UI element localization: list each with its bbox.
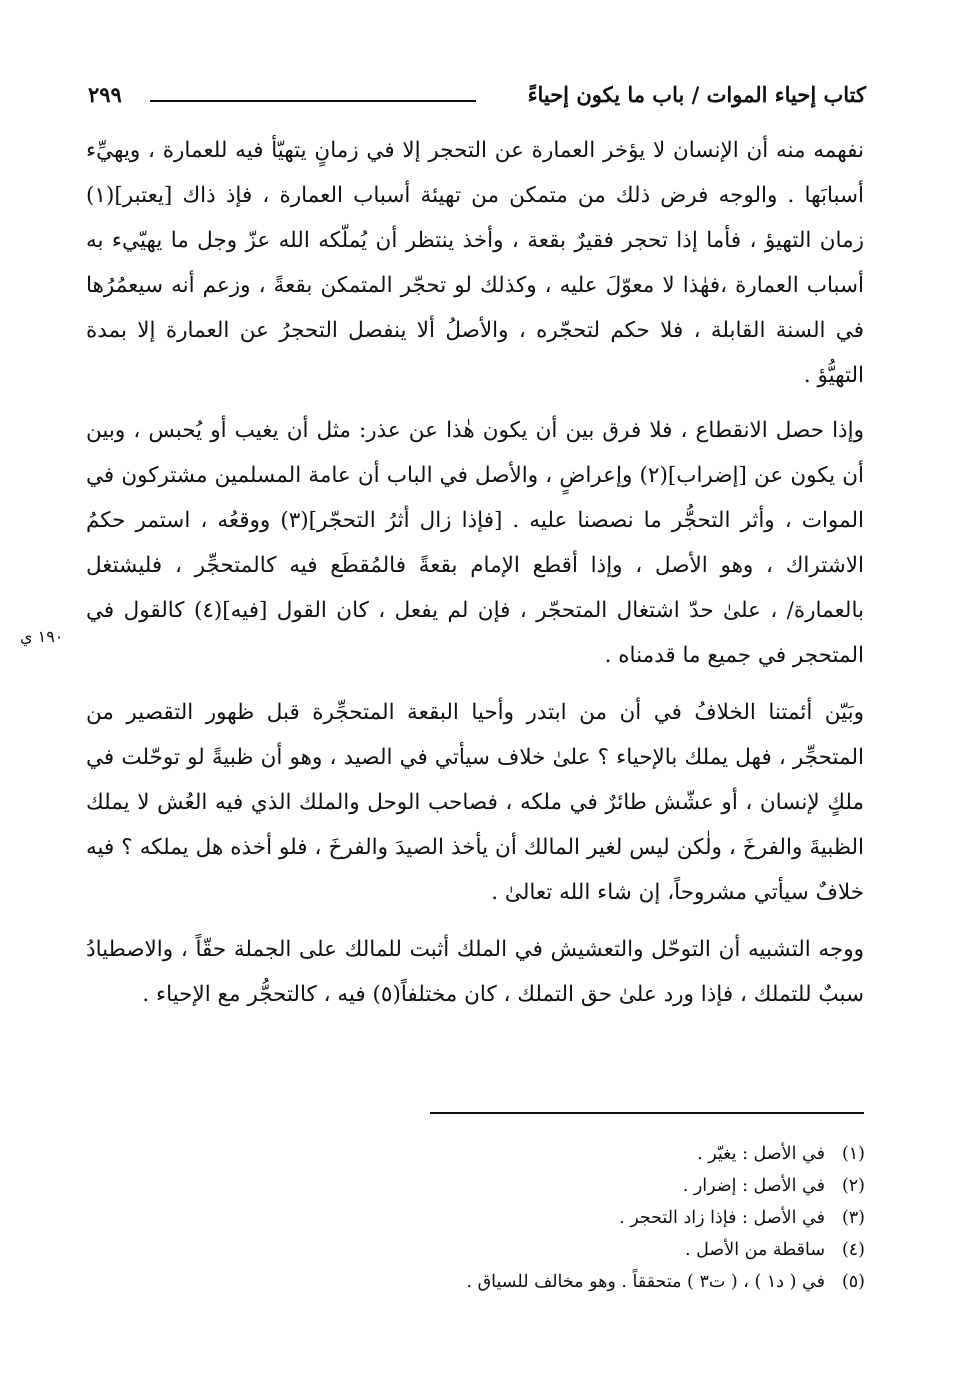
header-rule	[150, 100, 476, 102]
paragraph-1: نفهمه منه أن الإنسان لا يؤخر العمارة عن التحجر إلا في زمانٍ يتهيّأ فيه للعمارة ، ويهيِّء أسبابَها . والوجه فرض ذلك من متمكن من تهيئة أسباب العمارة ، فإذ ذاك [يعتبر](١) زمان التهيؤ ، فأما إذا تحجر فقيرٌ بقعة ، وأخذ ينتظر أن يُملّكه الله عزّ وجل ما يهيّيء به أسباب العمارة ،فهٰذا لا معوّلَ عليه ، وكذلك لو تحجّر المتمكن بقعةً ، وزعم أنه سيعمُرُها في السنة القابلة ، فلا حكم لتحجّره ، والأصلُ ألا ينفصل التحجرُ عن العمارة إلا بمدة التهيُّؤ .	[86, 138, 864, 388]
footnote-number: (٣)	[841, 1208, 865, 1228]
footnote-number: (٢)	[841, 1176, 865, 1196]
footnote-number: (٥)	[841, 1272, 865, 1292]
page-number: ٢٩٩	[88, 82, 122, 107]
paragraph-4: ووجه التشبيه أن التوحّل والتعشيش في الملك أثبت للمالك على الجملة حقّاً ، والاصطيادُ سببٌ للتملك ، فإذا ورد علىٰ حق التملك ، كان مختلفاً(٥) فيه ، كالتحجُّر مع الإحياء .	[86, 937, 864, 1007]
header-title: كتاب إحياء الموات / باب ما يكون إحياءً	[527, 82, 866, 107]
footnote-number: (٤)	[841, 1240, 865, 1260]
body-text	[86, 128, 864, 1017]
footnote-separator	[430, 1112, 864, 1114]
paragraph-2: وإذا حصل الانقطاع ، فلا فرق بين أن يكون هٰذا عن عذر: مثل أن يغيب أو يُحبس ، وبين أن يكون عن [إضراب](٢) وإعراضٍ ، والأصل في الباب أن عامة المسلمين مشتركون في الموات ، وأثر التحجُّر ما نصصنا عليه . [فإذا زال أثرُ التحجّر](٣) ووقعُه ، استمر حكمُ الاشتراك ، وهو الأصل ، وإذا أقطع الإمام بقعةً فالمُقطَع فيه كالمتحجِّر ، فليشتغل بالعمارة/ ، علىٰ حدّ اشتغال المتحجّر ، فإن لم يفعل ، كان القول [فيه](٤) كالقول في المتحجر في جميع ما قدمناه .	[86, 418, 865, 668]
footnote-item	[265, 1202, 865, 1234]
footnote-text: في الأصل : يغيّر .	[697, 1144, 825, 1164]
paragraph-3: وبَيّن أئمتنا الخلافُ في أن من ابتدر وأحيا البقعة المتحجِّرة قبل ظهور التقصير من المتحجِّر ، فهل يملك بالإحياء ؟ علىٰ خلاف سيأتي في الصيد ، وهو أن ظبيةً لو توحّلت في ملكٍ لإنسان ، أو عشّش طائرٌ في ملكه ، فصاحب الوحل والملك الذي فيه العُش لا يملك الظبيةَ والفرخَ ، ولٰكن ليس لغير المالك أن يأخذ الصيدَ والفرخَ ، فلو أخذه هل يملكه ؟ فيه خلافٌ سيأتي مشروحاً، إن شاء الله تعالىٰ .	[86, 700, 864, 905]
footnote-text: في ( د١ ) ، ( ت٣ ) متحققاً . وهو مخالف للسياق .	[466, 1272, 825, 1292]
footnote-item	[265, 1266, 865, 1298]
footnote-item	[265, 1138, 865, 1170]
footnote-text: ساقطة من الأصل .	[685, 1240, 825, 1260]
footnote-item	[265, 1170, 865, 1202]
footnote-text: في الأصل : إضرار .	[682, 1176, 825, 1196]
footnote-number: (١)	[841, 1144, 865, 1164]
manuscript-margin-note: ١٩٠ ي	[20, 627, 64, 646]
running-header	[88, 80, 866, 120]
footnote-text: في الأصل : فإذا زاد التحجر .	[619, 1208, 825, 1228]
footnotes	[265, 1138, 865, 1298]
footnote-item	[265, 1234, 865, 1266]
